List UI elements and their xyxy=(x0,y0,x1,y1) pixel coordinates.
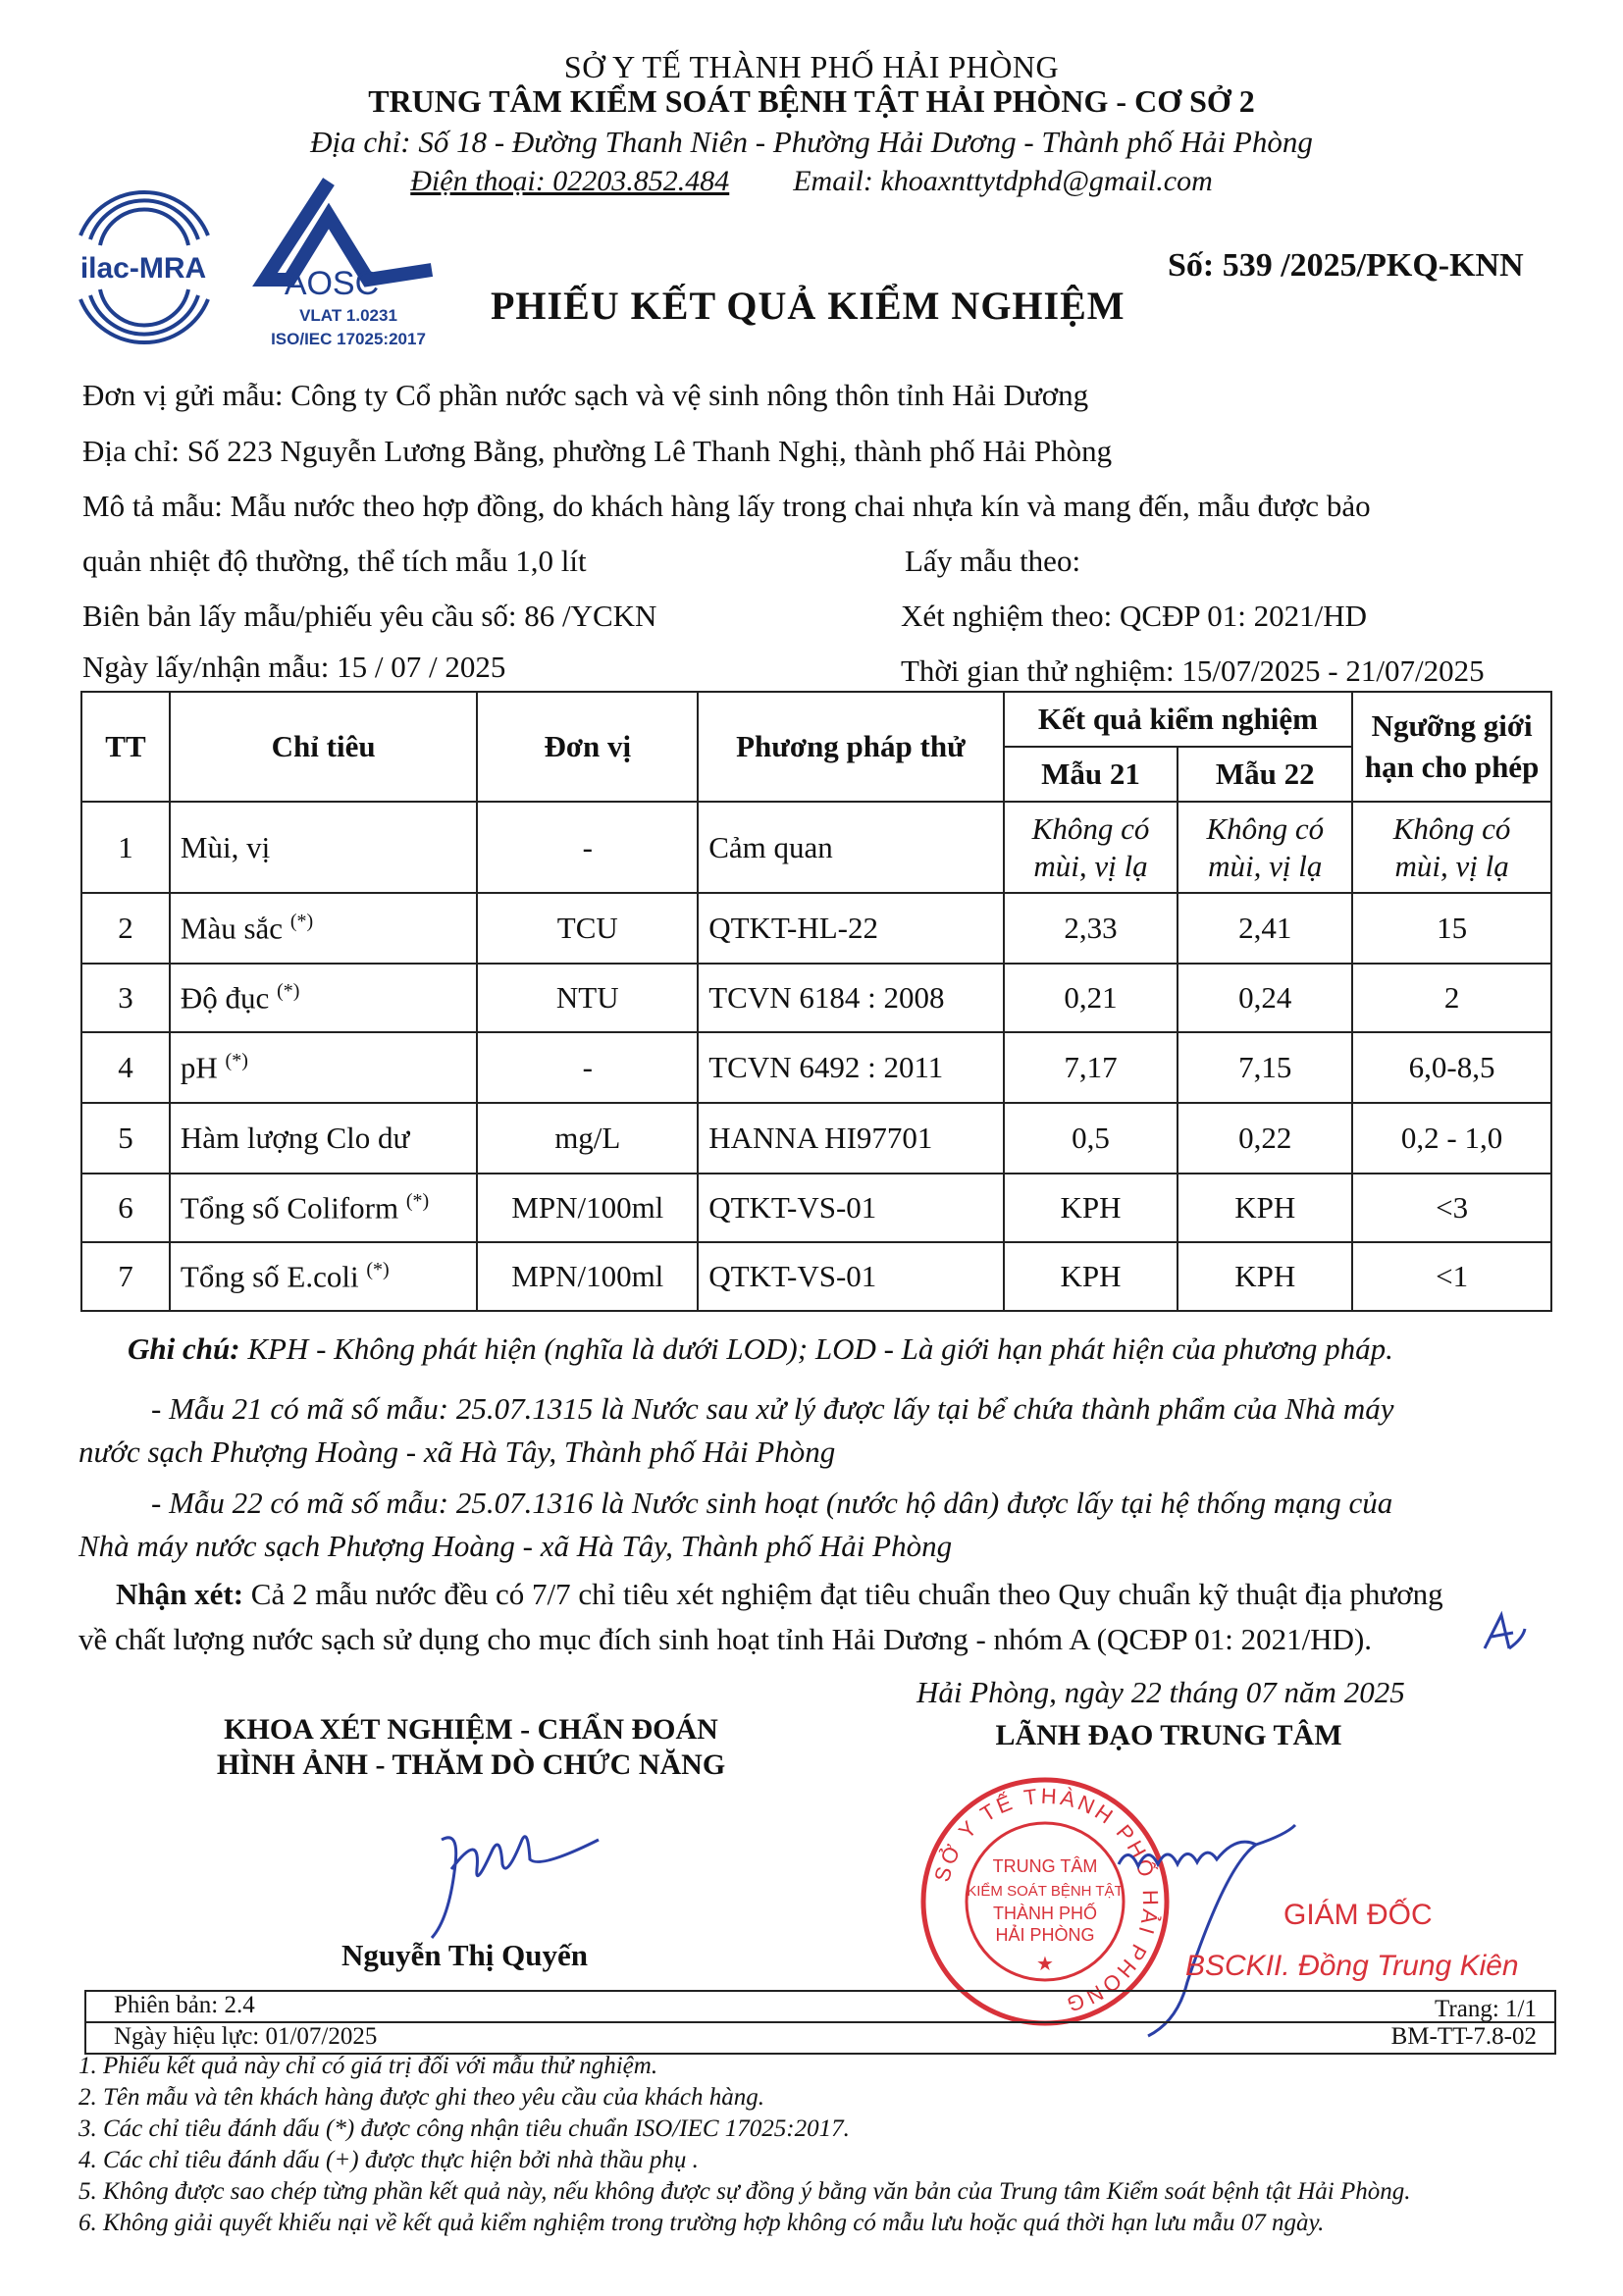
table-row xyxy=(81,802,1551,893)
row-method: Cảm quan xyxy=(698,802,1003,893)
col-header-sample-22: Mẫu 22 xyxy=(1178,747,1352,802)
row-sample-22: 7,15 xyxy=(1178,1032,1352,1103)
row-limit: <3 xyxy=(1352,1174,1551,1242)
footnote: 6. Không giải quyết khiếu nại về kết quả kiểm nghiệm trong trường hợp không có mẫu lưu hoặc quá thời hạn lưu mẫu 07 ngày. xyxy=(79,2210,1325,2236)
accredited-mark: (*) xyxy=(289,910,314,932)
ilac-mra-logo xyxy=(51,177,236,348)
sample-description-line-2: quản nhiệt độ thường, thể tích mẫu 1,0 lít xyxy=(82,544,587,578)
note-kph-text: KPH - Không phát hiện (nghĩa là dưới LOD); LOD - Là giới hạn phát hiện của phương pháp. xyxy=(247,1331,1393,1366)
row-method: TCVN 6184 : 2008 xyxy=(698,964,1003,1032)
row-indicator: Hàm lượng Clo dư xyxy=(170,1103,477,1174)
row-sample-21: 0,21 xyxy=(1004,964,1178,1032)
org-contact xyxy=(0,165,1623,198)
accredited-mark: (*) xyxy=(366,1258,390,1280)
row-limit: 0,2 - 1,0 xyxy=(1352,1103,1551,1174)
form-version: Phiên bản: 2.4 xyxy=(114,1992,255,2018)
table-row xyxy=(81,1103,1551,1174)
left-signature xyxy=(412,1810,608,1953)
row-unit: - xyxy=(477,1032,698,1103)
row-tt: 3 xyxy=(81,964,170,1032)
table-header-row xyxy=(81,692,1551,747)
left-signer-title-1: KHOA XÉT NGHIỆM - CHẨN ĐOÁN xyxy=(224,1713,718,1746)
table-row xyxy=(81,964,1551,1032)
footnote: 3. Các chỉ tiêu đánh dấu (*) được công nhận tiêu chuẩn ISO/IEC 17025:2017. xyxy=(79,2115,850,2142)
col-header-unit: Đơn vị xyxy=(477,692,698,802)
row-unit: mg/L xyxy=(477,1103,698,1174)
aosc-name: AOSC xyxy=(284,265,380,302)
page-title: PHIẾU KẾT QUẢ KIỂM NGHIỆM xyxy=(491,284,1126,328)
limit-header-line-2: hạn cho phép xyxy=(1364,750,1540,784)
footnote: 1. Phiếu kết quả này chỉ có giá trị đối với mẫu thử nghiệm. xyxy=(79,2053,658,2079)
ilac-text: ilac-MRA xyxy=(79,252,207,285)
stamp-line-1: TRUNG TÂM xyxy=(992,1856,1098,1876)
col-header-method: Phương pháp thử xyxy=(698,692,1003,802)
row-indicator: Tổng số Coliform (*) xyxy=(170,1174,477,1242)
row-indicator: Mùi, vị xyxy=(170,802,477,893)
table-row xyxy=(81,1174,1551,1242)
place-date: Hải Phòng, ngày 22 tháng 07 năm 2025 xyxy=(916,1675,1405,1709)
initial-mark xyxy=(1480,1609,1529,1663)
row-method: QTKT-HL-22 xyxy=(698,893,1003,964)
right-signer-position: GIÁM ĐỐC xyxy=(1283,1899,1433,1931)
row-limit: <1 xyxy=(1352,1242,1551,1311)
row-limit xyxy=(1352,802,1551,893)
col-header-tt: TT xyxy=(81,692,170,802)
row-unit: - xyxy=(477,802,698,893)
row-tt: 6 xyxy=(81,1174,170,1242)
col-header-indicator: Chỉ tiêu xyxy=(170,692,477,802)
table-row xyxy=(81,1242,1551,1311)
row-sample-21: 2,33 xyxy=(1004,893,1178,964)
note-sample-21-line-1: - Mẫu 21 có mã số mẫu: 25.07.1315 là Nước sau xử lý được lấy tại bể chứa thành phẩm của Nhà máy xyxy=(151,1391,1394,1426)
limit-header-line-1: Ngưỡng giới xyxy=(1371,708,1533,743)
row-limit: 6,0-8,5 xyxy=(1352,1032,1551,1103)
page-indicator: Trang: 1/1 xyxy=(1435,1996,1537,2022)
table-row xyxy=(81,1032,1551,1103)
left-signer-name: Nguyễn Thị Quyến xyxy=(341,1938,588,1972)
row-tt: 1 xyxy=(81,802,170,893)
org-parent: SỞ Y TẾ THÀNH PHỐ HẢI PHÒNG xyxy=(563,49,1060,84)
form-effective-date: Ngày hiệu lực: 01/07/2025 xyxy=(114,2023,378,2050)
test-period: Thời gian thử nghiệm: 15/07/2025 - 21/07/2025 xyxy=(901,653,1485,688)
note-kph xyxy=(128,1331,1393,1367)
sender-address-line: Địa chỉ: Số 223 Nguyễn Lương Bằng, phường Lê Thanh Nghị, thành phố Hải Phòng xyxy=(82,434,1113,468)
request-number: Biên bản lấy mẫu/phiếu yêu cầu số: 86 /YCKN xyxy=(82,599,657,633)
stamp-line-3: THÀNH PHỐ xyxy=(992,1904,1098,1923)
row-indicator: Tổng số E.coli (*) xyxy=(170,1242,477,1311)
accredited-mark: (*) xyxy=(405,1189,430,1212)
aosc-logo xyxy=(245,172,451,353)
accredited-mark: (*) xyxy=(225,1049,248,1071)
row-method: HANNA HI97701 xyxy=(698,1103,1003,1174)
cell-line-1: Không có xyxy=(1031,810,1150,846)
row-unit: TCU xyxy=(477,893,698,964)
document-number: Số: 539 /2025/PKQ-KNN xyxy=(1168,247,1524,284)
row-tt: 7 xyxy=(81,1242,170,1311)
svg-text:★: ★ xyxy=(1036,1954,1054,1975)
table-row xyxy=(81,893,1551,964)
cell-line-2: mùi, vị lạ xyxy=(1033,848,1148,883)
row-sample-22: KPH xyxy=(1178,1242,1352,1311)
sampling-by: Lấy mẫu theo: xyxy=(905,544,1081,578)
row-sample-21 xyxy=(1004,802,1178,893)
right-signer-title: LÃNH ĐẠO TRUNG TÂM xyxy=(995,1719,1342,1751)
note-sample-22-line-2: Nhà máy nước sạch Phượng Hoàng - xã Hà Tây, Thành phố Hải Phòng xyxy=(79,1529,953,1563)
row-sample-22: 2,41 xyxy=(1178,893,1352,964)
row-unit: MPN/100ml xyxy=(477,1242,698,1311)
email: Email: khoaxnttytdphd@gmail.com xyxy=(793,165,1213,197)
row-limit: 15 xyxy=(1352,893,1551,964)
row-tt: 5 xyxy=(81,1103,170,1174)
cell-line-1: Không có xyxy=(1206,810,1325,846)
row-sample-21: KPH xyxy=(1004,1242,1178,1311)
row-sample-21: 7,17 xyxy=(1004,1032,1178,1103)
footnote: 5. Không được sao chép từng phần kết quả này, nếu không được sự đồng ý bằng văn bản của Trung tâm Kiểm soát bệnh tật Hải Phòng. xyxy=(79,2178,1411,2205)
row-sample-22: 0,22 xyxy=(1178,1103,1352,1174)
col-header-sample-21: Mẫu 21 xyxy=(1004,747,1178,802)
col-header-results: Kết quả kiểm nghiệm xyxy=(1004,692,1353,747)
cell-line-2: mùi, vị lạ xyxy=(1394,848,1509,883)
col-header-limit xyxy=(1352,692,1551,802)
form-info-box xyxy=(84,1990,1556,2055)
sample-description-line-1: Mô tả mẫu: Mẫu nước theo hợp đồng, do khách hàng lấy trong chai nhựa kín và mang đến, mẫu được bảo xyxy=(82,489,1371,523)
footnote: 4. Các chỉ tiêu đánh dấu (+) được thực hiện bởi nhà thầu phụ . xyxy=(79,2147,699,2173)
row-method: QTKT-VS-01 xyxy=(698,1174,1003,1242)
org-address: Địa chỉ: Số 18 - Đường Thanh Niên - Phường Hải Dương - Thành phố Hải Phòng xyxy=(310,125,1313,159)
row-tt: 4 xyxy=(81,1032,170,1103)
stamp-line-4: HẢI PHÒNG xyxy=(995,1925,1095,1945)
remark-line-1 xyxy=(116,1577,1443,1612)
stamp-ring-text: SỞ Y TẾ THÀNH PHỐ HẢI PHÒNG xyxy=(929,1783,1164,2018)
phone: Điện thoại: 02203.852.484 xyxy=(410,165,730,197)
row-method: QTKT-VS-01 xyxy=(698,1242,1003,1311)
remark-label: Nhận xét: xyxy=(116,1577,244,1611)
sender-line: Đơn vị gửi mẫu: Công ty Cổ phần nước sạch và vệ sinh nông thôn tỉnh Hải Dương xyxy=(82,378,1089,412)
receive-date: Ngày lấy/nhận mẫu: 15 / 07 / 2025 xyxy=(82,650,506,684)
right-signer-name: BSCKII. Đồng Trung Kiên xyxy=(1185,1950,1519,1982)
row-indicator: Màu sắc (*) xyxy=(170,893,477,964)
note-label: Ghi chú: xyxy=(128,1331,240,1366)
cell-line-2: mùi, vị lạ xyxy=(1208,848,1323,883)
accredited-mark: (*) xyxy=(277,979,300,1002)
row-unit: MPN/100ml xyxy=(477,1174,698,1242)
row-tt: 2 xyxy=(81,893,170,964)
footnote: 2. Tên mẫu và tên khách hàng được ghi theo yêu cầu của khách hàng. xyxy=(79,2084,765,2111)
aosc-iso: ISO/IEC 17025:2017 xyxy=(271,330,426,348)
row-indicator: pH (*) xyxy=(170,1032,477,1103)
row-unit: NTU xyxy=(477,964,698,1032)
row-sample-22 xyxy=(1178,802,1352,893)
left-signer-title-2: HÌNH ẢNH - THĂM DÒ CHỨC NĂNG xyxy=(216,1748,726,1781)
form-code: BM-TT-7.8-02 xyxy=(1390,2023,1537,2050)
note-sample-22-line-1: - Mẫu 22 có mã số mẫu: 25.07.1316 là Nước sinh hoạt (nước hộ dân) được lấy tại hệ thống mạng của xyxy=(151,1486,1393,1520)
row-sample-22: KPH xyxy=(1178,1174,1352,1242)
cell-line-1: Không có xyxy=(1392,810,1511,846)
row-sample-21: 0,5 xyxy=(1004,1103,1178,1174)
results-table xyxy=(80,691,1552,1312)
row-sample-21: KPH xyxy=(1004,1174,1178,1242)
remark-line-2: về chất lượng nước sạch sử dụng cho mục đích sinh hoạt tỉnh Hải Dương - nhóm A (QCĐP 01: 2021/HD). xyxy=(79,1622,1373,1656)
row-method: TCVN 6492 : 2011 xyxy=(698,1032,1003,1103)
stamp-line-2: KIỂM SOÁT BỆNH TẬT xyxy=(967,1883,1124,1900)
remark-text: Cả 2 mẫu nước đều có 7/7 chỉ tiêu xét nghiệm đạt tiêu chuẩn theo Quy chuẩn kỹ thuật địa phương xyxy=(250,1577,1443,1611)
org-name: TRUNG TÂM KIỂM SOÁT BỆNH TẬT HẢI PHÒNG - CƠ SỞ 2 xyxy=(368,83,1255,119)
note-sample-21-line-2: nước sạch Phượng Hoàng - xã Hà Tây, Thành phố Hải Phòng xyxy=(79,1435,836,1469)
row-indicator: Độ đục (*) xyxy=(170,964,477,1032)
test-standard: Xét nghiệm theo: QCĐP 01: 2021/HD xyxy=(901,599,1368,633)
aosc-vlat: VLAT 1.0231 xyxy=(299,306,397,325)
row-sample-22: 0,24 xyxy=(1178,964,1352,1032)
row-limit: 2 xyxy=(1352,964,1551,1032)
